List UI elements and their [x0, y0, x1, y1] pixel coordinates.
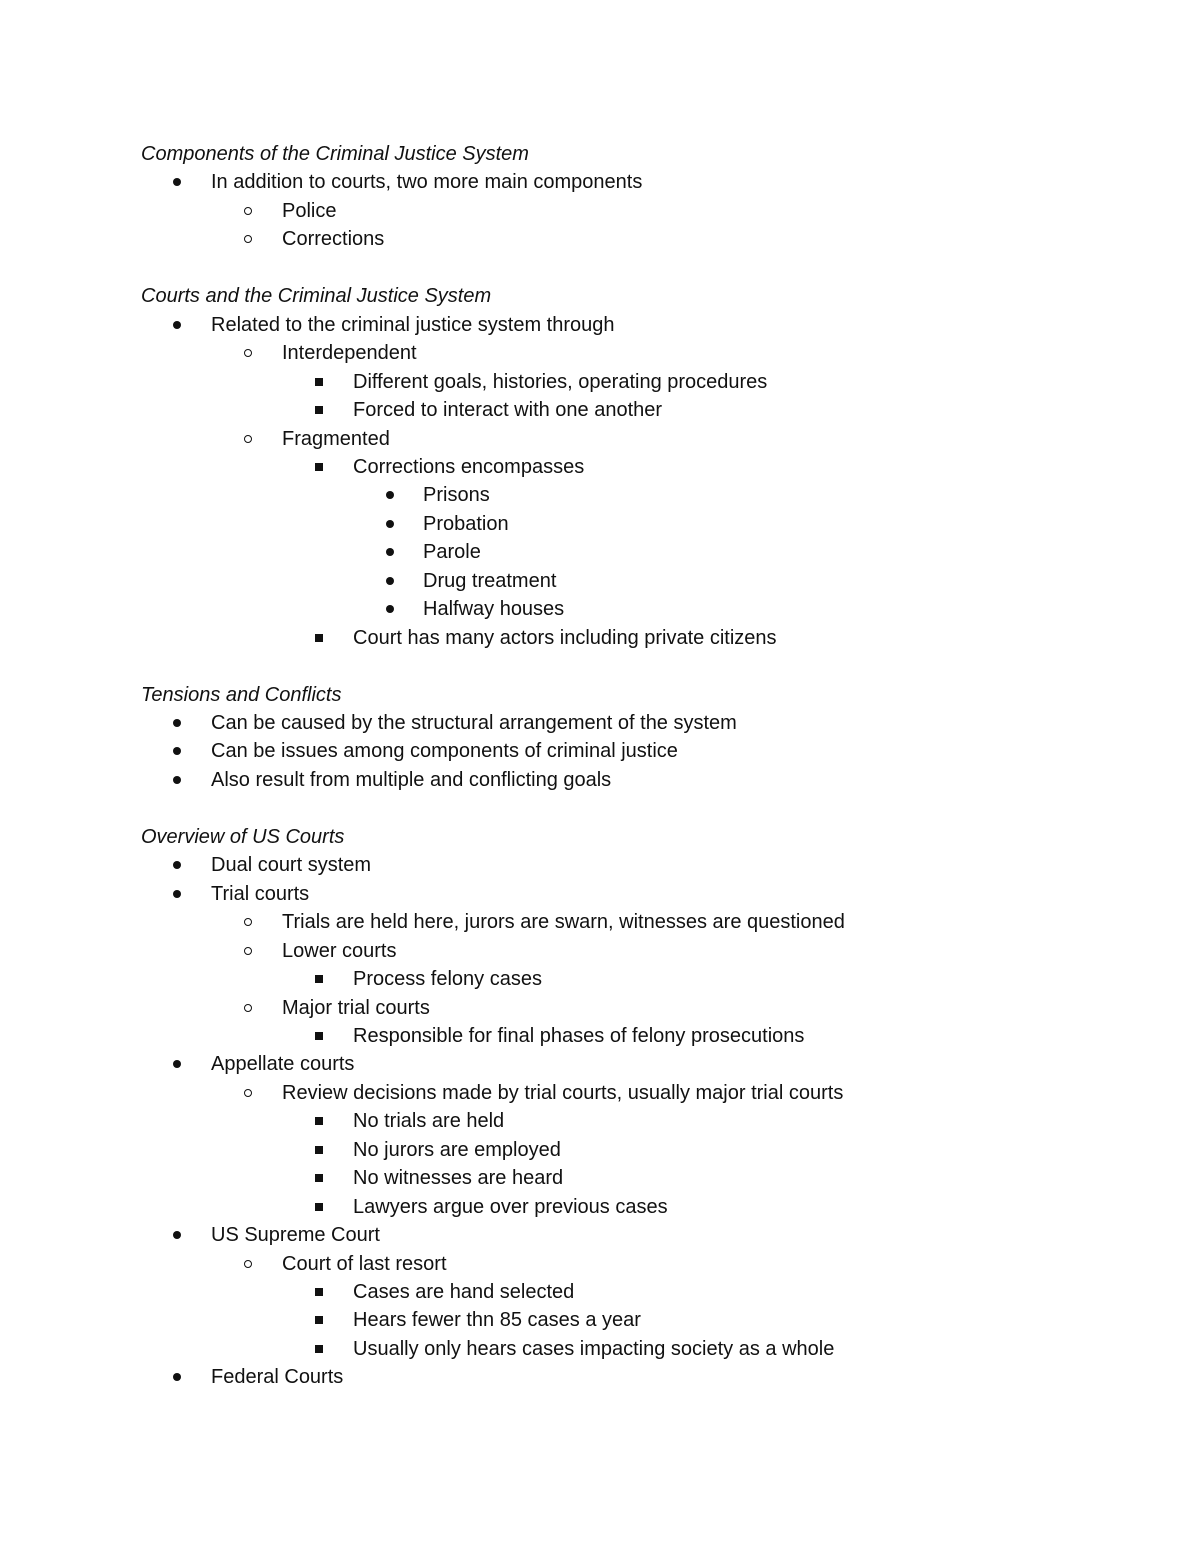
list-item	[0, 937, 1200, 965]
list-item	[0, 453, 1200, 481]
list-item	[0, 538, 1200, 566]
list-item	[0, 1278, 1200, 1306]
list-item-text: Can be issues among components of criminal justice	[211, 740, 678, 762]
list-item	[0, 709, 1200, 737]
disc-bullet-icon	[171, 168, 183, 196]
list-item-text: Lawyers argue over previous cases	[353, 1196, 668, 1218]
list-item-text: Parole	[423, 541, 481, 563]
section-heading: Overview of US Courts	[141, 826, 345, 848]
list-item-text: Interdependent	[282, 342, 417, 364]
disc-bullet-icon	[171, 1221, 183, 1249]
list-item	[0, 481, 1200, 509]
disc-bullet-icon	[384, 567, 396, 595]
list-item-text: Corrections encompasses	[353, 456, 585, 478]
disc-bullet-icon	[384, 481, 396, 509]
list-item	[0, 197, 1200, 225]
list-item	[0, 1107, 1200, 1135]
list-item-text: Process felony cases	[353, 968, 542, 990]
square-bullet-icon	[313, 1107, 325, 1135]
circle-bullet-icon	[242, 1250, 254, 1278]
list-item-text: Major trial courts	[282, 997, 430, 1019]
list-item-text: Probation	[423, 513, 509, 535]
disc-bullet-icon	[171, 880, 183, 908]
list-item-text: Dual court system	[211, 854, 372, 876]
list-item	[0, 1079, 1200, 1107]
list-item-text: Cases are hand selected	[353, 1281, 575, 1303]
disc-bullet-icon	[171, 766, 183, 794]
circle-bullet-icon	[242, 225, 254, 253]
list-item	[0, 1335, 1200, 1363]
list-item-text: Lower courts	[282, 940, 397, 962]
disc-bullet-icon	[384, 595, 396, 623]
list-item	[0, 908, 1200, 936]
list-item	[0, 1250, 1200, 1278]
disc-bullet-icon	[171, 709, 183, 737]
disc-bullet-icon	[171, 311, 183, 339]
square-bullet-icon	[313, 1306, 325, 1334]
section-heading: Tensions and Conflicts	[141, 684, 342, 706]
list-item-text: Can be caused by the structural arrangement of the system	[211, 712, 737, 734]
list-item	[0, 595, 1200, 623]
list-item-text: In addition to courts, two more main components	[211, 171, 643, 193]
list-item	[0, 311, 1200, 339]
square-bullet-icon	[313, 453, 325, 481]
list-item-text: No trials are held	[353, 1110, 505, 1132]
list-item	[0, 766, 1200, 794]
list-item	[0, 368, 1200, 396]
circle-bullet-icon	[242, 425, 254, 453]
disc-bullet-icon	[171, 851, 183, 879]
disc-bullet-icon	[384, 538, 396, 566]
list-item-text: No jurors are employed	[353, 1139, 561, 1161]
list-item-text: Corrections	[282, 228, 385, 250]
list-item-text: Federal Courts	[211, 1366, 344, 1388]
list-item	[0, 225, 1200, 253]
square-bullet-icon	[313, 965, 325, 993]
list-item-text: Trial courts	[211, 883, 310, 905]
list-item-text: Police	[282, 200, 337, 222]
disc-bullet-icon	[171, 1050, 183, 1078]
list-item-text: Forced to interact with one another	[353, 399, 663, 421]
section-heading: Courts and the Criminal Justice System	[141, 285, 492, 307]
list-item-text: Different goals, histories, operating procedures	[353, 371, 768, 393]
list-item	[0, 1022, 1200, 1050]
list-item-text: Appellate courts	[211, 1053, 355, 1075]
list-item-text: Responsible for final phases of felony prosecutions	[353, 1025, 805, 1047]
square-bullet-icon	[313, 1278, 325, 1306]
list-item	[0, 567, 1200, 595]
disc-bullet-icon	[171, 1363, 183, 1391]
square-bullet-icon	[313, 1136, 325, 1164]
list-item-text: Usually only hears cases impacting society as a whole	[353, 1338, 835, 1360]
list-item-text: Prisons	[423, 484, 490, 506]
list-item-text: Hears fewer thn 85 cases a year	[353, 1309, 641, 1331]
list-item	[0, 1164, 1200, 1192]
list-item-text: Fragmented	[282, 428, 390, 450]
list-item	[0, 1306, 1200, 1334]
list-item	[0, 880, 1200, 908]
section-heading: Components of the Criminal Justice System	[141, 143, 529, 165]
list-item	[0, 851, 1200, 879]
square-bullet-icon	[313, 1022, 325, 1050]
list-item-text: Drug treatment	[423, 570, 557, 592]
list-item	[0, 1221, 1200, 1249]
list-item-text: Trials are held here, jurors are swarn, witnesses are questioned	[282, 911, 845, 933]
list-item-text: Related to the criminal justice system through	[211, 314, 615, 336]
list-item-text: No witnesses are heard	[353, 1167, 564, 1189]
circle-bullet-icon	[242, 1079, 254, 1107]
square-bullet-icon	[313, 1335, 325, 1363]
list-item	[0, 425, 1200, 453]
circle-bullet-icon	[242, 937, 254, 965]
list-item	[0, 396, 1200, 424]
list-item-text: Halfway houses	[423, 598, 565, 620]
list-item	[0, 1136, 1200, 1164]
circle-bullet-icon	[242, 339, 254, 367]
list-item	[0, 510, 1200, 538]
square-bullet-icon	[313, 1193, 325, 1221]
square-bullet-icon	[313, 624, 325, 652]
list-item	[0, 965, 1200, 993]
list-item-text: Court of last resort	[282, 1253, 447, 1275]
list-item-text: Also result from multiple and conflicting goals	[211, 769, 612, 791]
disc-bullet-icon	[384, 510, 396, 538]
list-item	[0, 1050, 1200, 1078]
list-item	[0, 737, 1200, 765]
circle-bullet-icon	[242, 908, 254, 936]
circle-bullet-icon	[242, 197, 254, 225]
list-item	[0, 1363, 1200, 1391]
square-bullet-icon	[313, 368, 325, 396]
circle-bullet-icon	[242, 994, 254, 1022]
list-item	[0, 168, 1200, 196]
square-bullet-icon	[313, 396, 325, 424]
list-item	[0, 994, 1200, 1022]
list-item-text: Court has many actors including private citizens	[353, 627, 777, 649]
list-item	[0, 339, 1200, 367]
square-bullet-icon	[313, 1164, 325, 1192]
list-item-text: Review decisions made by trial courts, usually major trial courts	[282, 1082, 844, 1104]
list-item	[0, 624, 1200, 652]
list-item-text: US Supreme Court	[211, 1224, 380, 1246]
disc-bullet-icon	[171, 737, 183, 765]
list-item	[0, 1193, 1200, 1221]
